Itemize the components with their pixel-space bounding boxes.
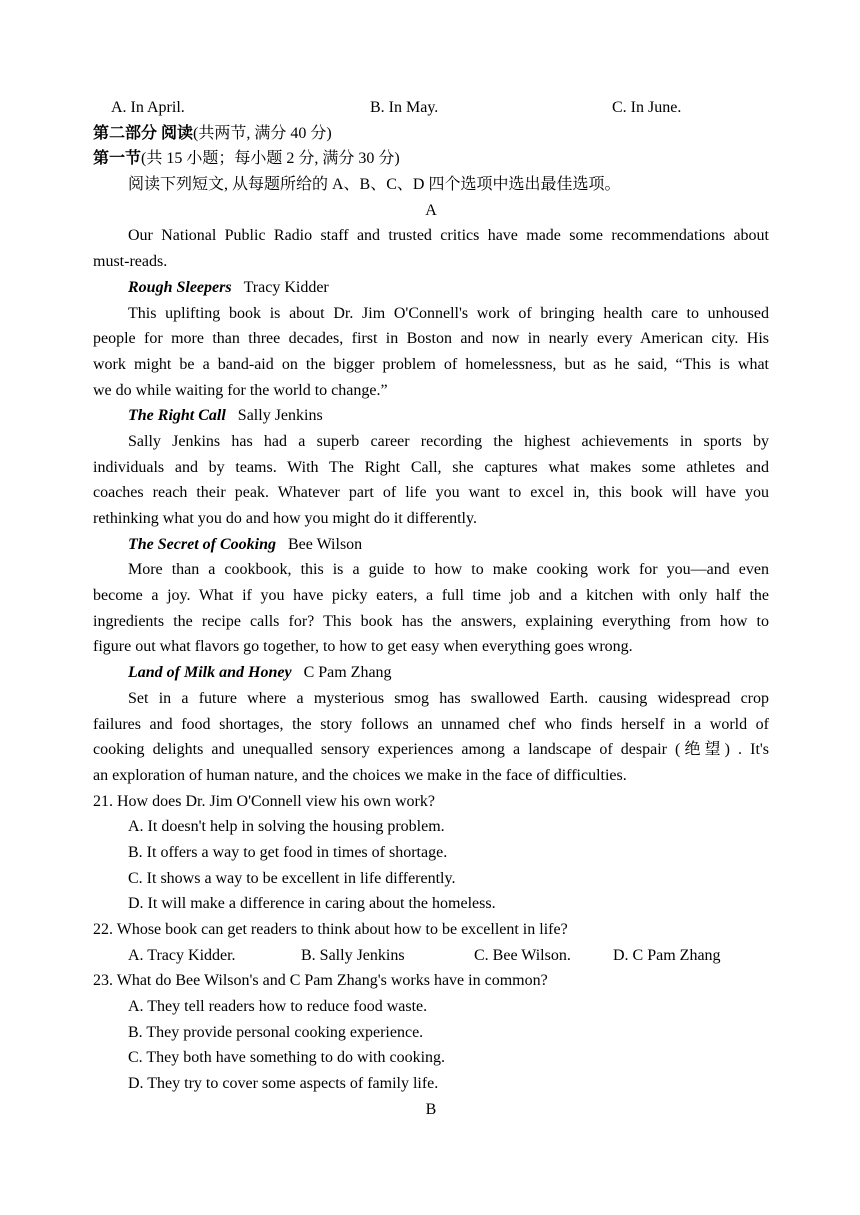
paragraph-line: an exploration of human nature, and the choices we make in the face of difficulties. — [93, 766, 627, 784]
question-22-option-d: D. C Pam Zhang — [613, 946, 721, 964]
passage-a-label: A — [425, 201, 437, 219]
book-author: C Pam Zhang — [303, 664, 392, 682]
question-21-stem: 21. How does Dr. Jim O'Connell view his own work? — [93, 792, 435, 810]
paragraph-line: figure out what flavors go together, to how to get easy when everything goes wrong. — [93, 638, 633, 656]
question-22-option-b: B. Sally Jenkins — [301, 946, 405, 964]
part2-heading — [93, 121, 769, 147]
question-23-option-c: C. They both have something to do with cooking. — [128, 1049, 446, 1067]
question-21-option-b: B. It offers a way to get food in times of shortage. — [128, 843, 448, 861]
exam-page — [93, 95, 769, 1123]
paragraph-line: people for more than three decades, first in Boston and now in nearly every American city. His — [93, 330, 769, 348]
book-title: Rough Sleepers — [128, 278, 232, 296]
section1-score: (共 15 小题；每小题 2 分, 满分 30 分) — [141, 150, 400, 168]
paragraph-line: work might be a band-aid on the bigger problem of homelessness, but as he said, “This is what — [93, 355, 769, 373]
paragraph-line: we do while waiting for the world to change.” — [93, 381, 388, 399]
passage-b-label: B — [425, 1100, 437, 1118]
paragraph-line: coaches reach their peak. Whatever part of life you want to excel in, this book will have you — [93, 484, 769, 502]
instruction: 阅读下列短文, 从每题所给的 A、B、C、D 四个选项中选出最佳选项。 — [128, 176, 621, 194]
part2-score: (共两节, 满分 40 分) — [193, 124, 332, 142]
question-21-option-a: A. It doesn't help in solving the housing problem. — [128, 818, 445, 836]
paragraph-line: This uplifting book is about Dr. Jim O'Connell's work of bringing health care to unhoused — [128, 304, 769, 322]
book-author: Sally Jenkins — [237, 407, 323, 425]
paragraph-line: failures and food shortages, the story follows an unnamed chef who finds herself in a world of — [93, 715, 769, 733]
question-23-stem: 23. What do Bee Wilson's and C Pam Zhang's works have in common? — [93, 972, 548, 990]
paragraph-line: cooking delights and unequalled sensory experiences among a landscape of despair (绝望) . It's — [93, 741, 769, 759]
book-heading — [93, 403, 769, 429]
paragraph-line: ingredients the recipe calls for? This book has the answers, explaining everything from how to — [93, 612, 769, 630]
book-title: The Secret of Cooking — [128, 535, 276, 553]
book-heading — [93, 275, 769, 301]
book-title: Land of Milk and Honey — [128, 664, 292, 682]
paragraph-line: individuals and by teams. With The Right Call, she captures what makes some athletes and — [93, 458, 769, 476]
option-c: C. In June. — [612, 99, 682, 116]
question-23-option-b: B. They provide personal cooking experience. — [128, 1023, 424, 1041]
option-a: A. In April. — [111, 99, 185, 116]
intro-line: must-reads. — [93, 253, 168, 271]
section1-title: 第一节 — [93, 150, 142, 168]
paragraph-line: Sally Jenkins has had a superb career recording the highest achievements in sports by — [128, 432, 769, 450]
option-b: B. In May. — [370, 99, 439, 116]
part2-title: 第二部分 阅读 — [93, 124, 194, 142]
book-author: Bee Wilson — [288, 535, 363, 553]
question-23-option-d: D. They try to cover some aspects of family life. — [128, 1075, 439, 1093]
question-23-option-a: A. They tell readers how to reduce food waste. — [128, 998, 428, 1016]
section1-heading — [93, 146, 769, 172]
question-21-option-c: C. It shows a way to be excellent in life differently. — [128, 869, 456, 887]
previous-question-options — [93, 95, 769, 121]
book-heading — [93, 532, 769, 558]
question-22-stem: 22. Whose book can get readers to think about how to be excellent in life? — [93, 921, 568, 938]
paragraph-line: rethinking what you do and how you might do it differently. — [93, 510, 477, 527]
paragraph-line: become a joy. What if you have picky eaters, a full time job and a kitchen with only half the — [93, 587, 769, 605]
intro-line: Our National Public Radio staff and trusted critics have made some recommendations about — [128, 227, 769, 245]
book-title: The Right Call — [128, 407, 226, 425]
paragraph-line: Set in a future where a mysterious smog has swallowed Earth. causing widespread crop — [128, 689, 769, 707]
question-22-option-c: C. Bee Wilson. — [474, 946, 571, 964]
book-heading — [93, 660, 769, 686]
book-author: Tracy Kidder — [243, 278, 329, 296]
question-21-option-d: D. It will make a difference in caring about the homeless. — [128, 895, 496, 913]
question-22-options — [93, 943, 769, 969]
paragraph-line: More than a cookbook, this is a guide to how to make cooking work for you—and even — [128, 561, 769, 579]
question-22-option-a: A. Tracy Kidder. — [128, 946, 236, 964]
